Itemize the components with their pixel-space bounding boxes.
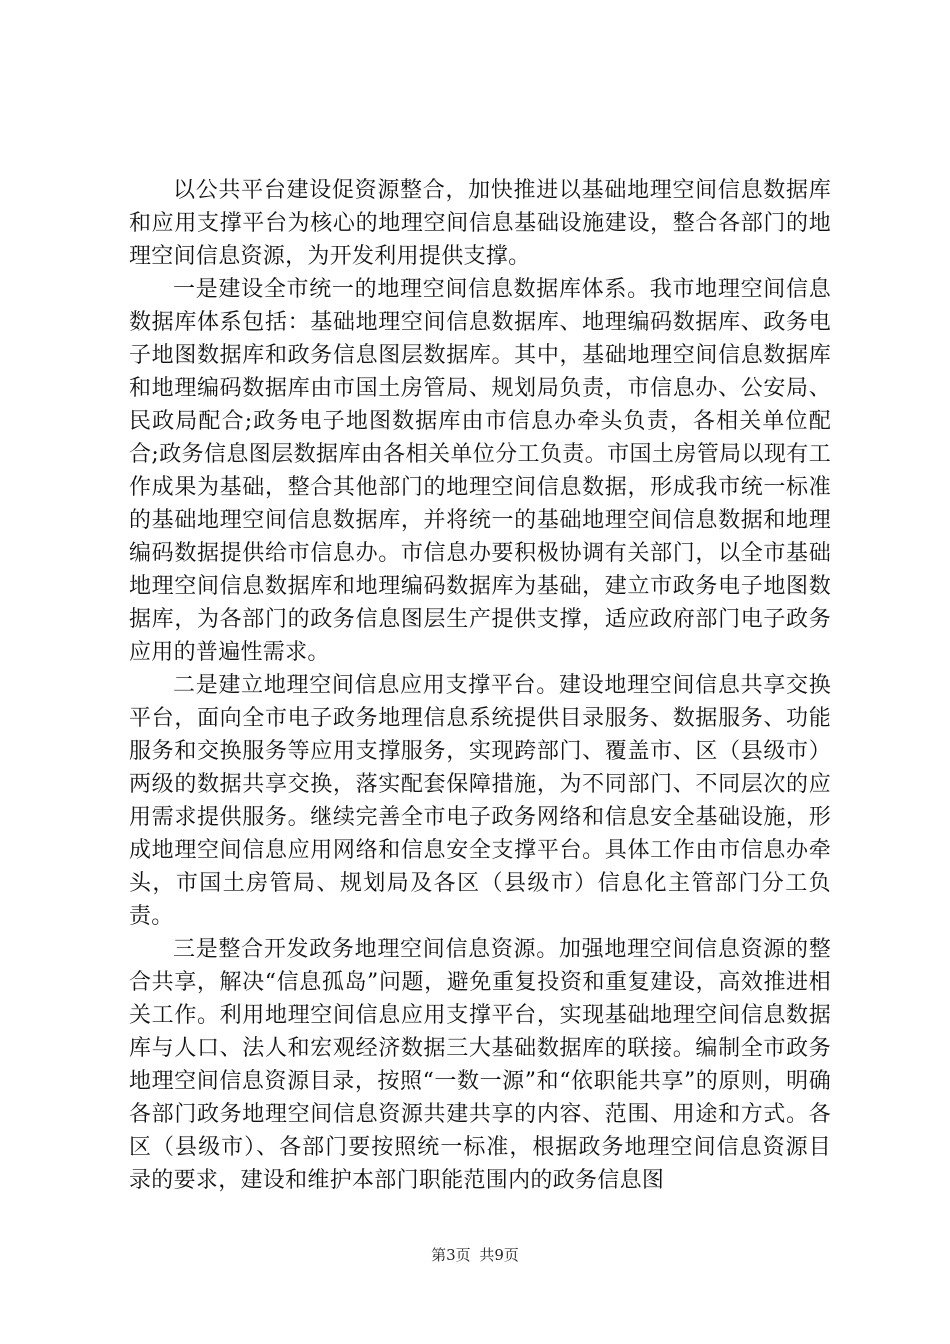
paragraph-item-three: 三是整合开发政务地理空间信息资源。加强地理空间信息资源的整合共享，解决“信息孤岛”问题，避免重复投资和重复建设，高效推进相关工作。利用地理空间信息应用支撑平台，实现基础地理空间信息数据库与人口、法人和宏观经济数据三大基础数据库的联接。编制全市政务地理空间信息资源目录，按照“一数一源”和“依职能共享”的原则，明确各部门政务地理空间信息资源共建共享的内容、范围、用途和方式。各区（县级市）、各部门要按照统一标准，根据政务地理空间信息资源目录的要求，建设和维护本部门职能范围内的政务信息图 — [129, 937, 831, 1193]
document-body — [129, 174, 831, 1197]
page-total: 共9页 — [479, 1246, 519, 1264]
page-number: 第3页 — [431, 1246, 471, 1264]
paragraph-item-one: 一是建设全市统一的地理空间信息数据库体系。我市地理空间信息数据库体系包括：基础地理空间信息数据库、地理编码数据库、政务电子地图数据库和政务信息图层数据库。其中，基础地理空间信息数据库和地理编码数据库由市国土房管局、规划局负责，市信息办、公安局、民政局配合;政务电子地图数据库由市信息办牵头负责，各相关单位配合;政务信息图层数据库由各相关单位分工负责。市国土房管局以现有工作成果为基础，整合其他部门的地理空间信息数据，形成我市统一标准的基础地理空间信息数据库，并将统一的基础地理空间信息数据和地理编码数据提供给市信息办。市信息办要积极协调有关部门，以全市基础地理空间信息数据库和地理编码数据库为基础，建立市政务电子地图数据库，为各部门的政务信息图层生产提供支撑，适应政府部门电子政务应用的普遍性需求。 — [129, 277, 831, 665]
paragraph-item-two: 二是建立地理空间信息应用支撑平台。建设地理空间信息共享交换平台，面向全市电子政务地理信息系统提供目录服务、数据服务、功能服务和交换服务等应用支撑服务，实现跨部门、覆盖市、区（县级市）两级的数据共享交换，落实配套保障措施，为不同部门、不同层次的应用需求提供服务。继续完善全市电子政务网络和信息安全基础设施，形成地理空间信息应用网络和信息安全支撑平台。具体工作由市信息办牵头，市国土房管局、规划局及各区（县级市）信息化主管部门分工负责。 — [129, 673, 831, 929]
paragraph-intro: 以公共平台建设促资源整合，加快推进以基础地理空间信息数据库和应用支撑平台为核心的地理空间信息基础设施建设，整合各部门的地理空间信息资源，为开发利用提供支撑。 — [129, 178, 831, 269]
page-footer — [0, 1244, 950, 1265]
